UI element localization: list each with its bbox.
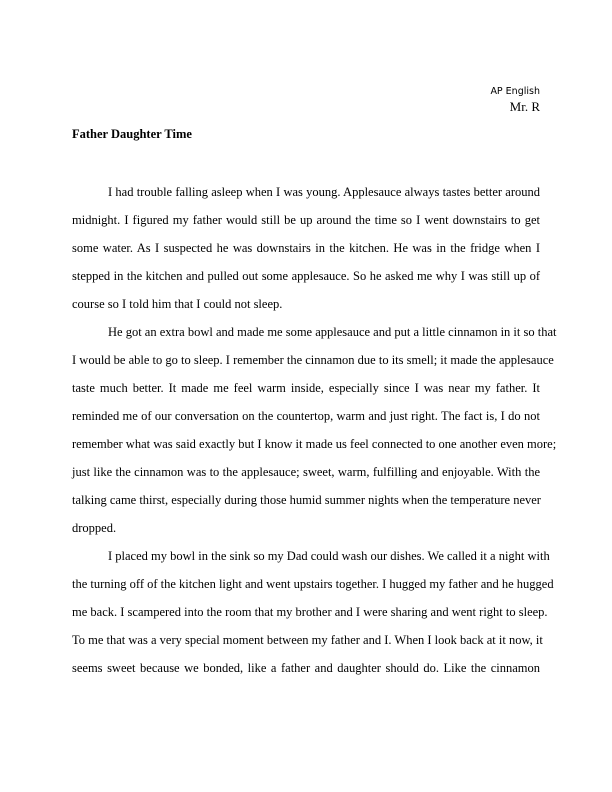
paragraph-line: talking came thirst, especially during those humid summer nights when the temperature never xyxy=(72,493,541,507)
paragraph-line: He got an extra bowl and made me some applesauce and put a little cinnamon in it so that xyxy=(108,325,557,339)
paragraph-line: reminded me of our conversation on the countertop, warm and just right. The fact is, I do not xyxy=(72,409,540,423)
paragraph-line: To me that was a very special moment between my father and I. When I look back at it now, it xyxy=(72,633,543,647)
paragraph xyxy=(72,547,554,687)
paragraph-line: just like the cinnamon was to the applesauce; sweet, warm, fulfilling and enjoyable. With the xyxy=(72,465,540,479)
paragraph xyxy=(72,323,557,547)
essay-title: Father Daughter Time xyxy=(72,127,192,141)
paragraph xyxy=(72,183,540,323)
header-teacher: Mr. R xyxy=(509,99,540,114)
paragraph-line: course so I told him that I could not sleep. xyxy=(72,297,283,311)
paragraph-line: stepped in the kitchen and pulled out some applesauce. So he asked me why I was still up of xyxy=(72,269,540,283)
paragraph-line: I placed my bowl in the sink so my Dad could wash our dishes. We called it a night with xyxy=(108,549,550,563)
paragraph-line: taste much better. It made me feel warm inside, especially since I was near my father. It xyxy=(72,381,540,395)
paragraph-line: some water. As I suspected he was downstairs in the kitchen. He was in the fridge when I xyxy=(72,241,540,255)
paragraph-line: I had trouble falling asleep when I was young. Applesauce always tastes better around xyxy=(108,185,540,199)
paragraph-line: remember what was said exactly but I know it made us feel connected to one another even more; xyxy=(72,437,557,451)
paragraph-line: seems sweet because we bonded, like a father and daughter should do. Like the cinnamon xyxy=(72,661,540,675)
paragraph-line: the turning off of the kitchen light and went upstairs together. I hugged my father and he hugged xyxy=(72,577,554,591)
header-course: AP English xyxy=(490,86,540,97)
paragraph-line: I would be able to go to sleep. I remember the cinnamon due to its smell; it made the applesauce xyxy=(72,353,554,367)
paragraph-line: me back. I scampered into the room that my brother and I were sharing and went right to sleep. xyxy=(72,605,548,619)
paragraph-line: dropped. xyxy=(72,521,117,535)
essay-body xyxy=(72,183,557,687)
paragraph-line: midnight. I figured my father would still be up around the time so I went downstairs to get xyxy=(72,213,540,227)
